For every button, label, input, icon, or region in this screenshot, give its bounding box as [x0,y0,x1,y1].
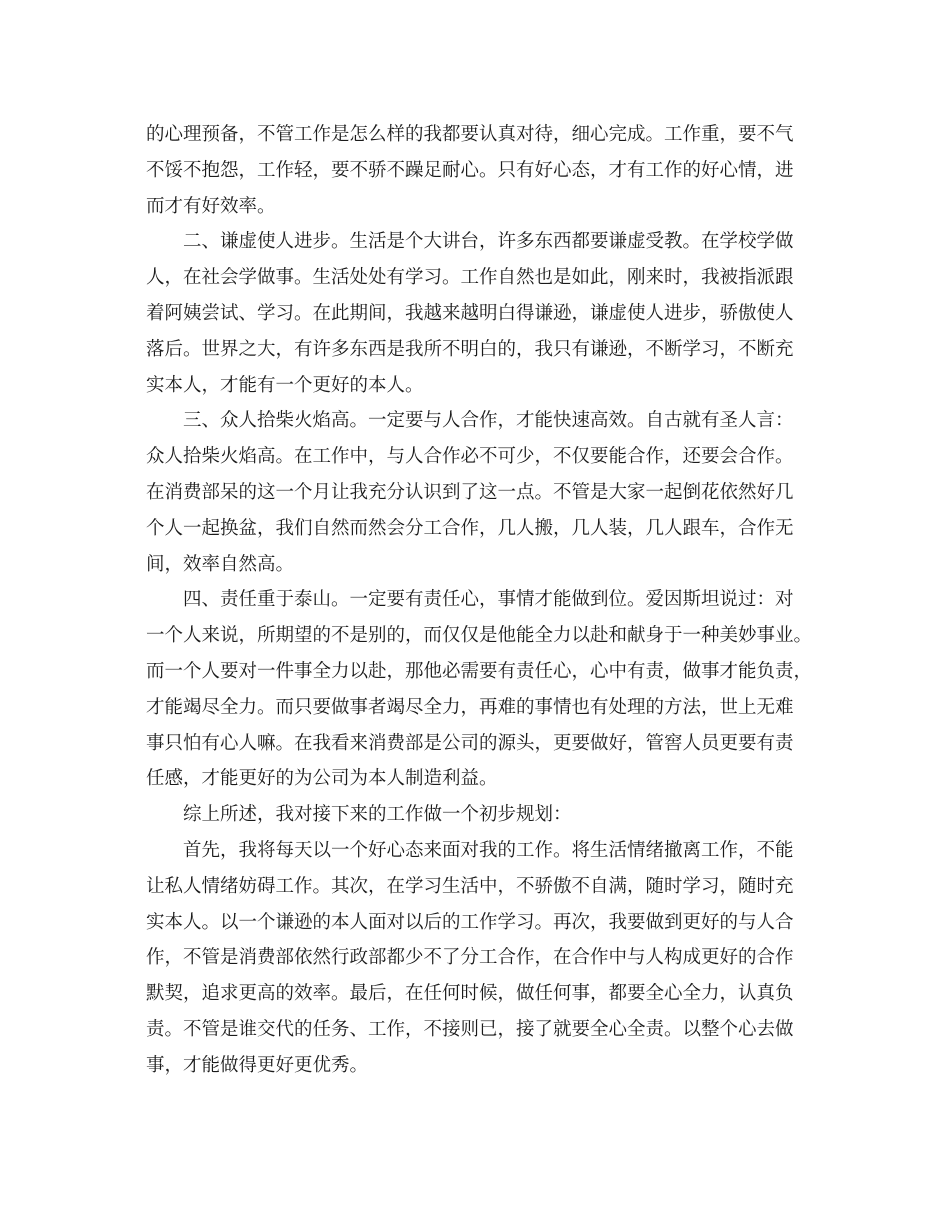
text-line: 的心理预备，不管工作是怎么样的我都要认真对待，细心完成。工作重，要不气 [146,124,794,145]
text-line: 落后。世界之大，有许多东西是我所不明白的，我只有谦逊，不断学习，不断充 [146,338,794,360]
text-line: 一个人来说，所期望的不是别的，而仅仅是他能全力以赴和献身于一种美妙事业。 [146,625,813,647]
text-line: 事，才能做得更好更优秀。 [146,1054,369,1076]
text-line: 默契，追求更高的效率。最后，在任何时候，做任何事，都要全心全力，认真负 [146,983,794,1005]
text-line: 在消费部呆的这一个月让我充分认识到了这一点。不管是大家一起倒花依然好几 [146,481,794,503]
text-line: 个人一起换盆，我们自然而然会分工合作，几人搬，几人装，几人跟车，合作无 [146,517,794,539]
text-line: 而一个人要对一件事全力以赴，那他必需要有责任心，心中有责，做事才能负责， [146,660,813,682]
text-line: 众人拾柴火焰高。在工作中，与人合作必不可少，不仅要能合作，还要会合作。 [146,446,794,468]
document-body [146,117,813,1084]
text-line: 人，在社会学做事。生活处处有学习。工作自然也是如此，刚来时，我被指派跟 [146,267,794,289]
text-line: 实本人。以一个谦逊的本人面对以后的工作学习。再次，我要做到更好的与人合 [146,911,794,933]
text-line: 间，效率自然高。 [146,553,295,575]
text-line: 任感，才能更好的为公司为本人制造利益。 [146,768,498,790]
text-line: 着阿姨尝试、学习。在此期间，我越来越明白得谦逊，谦虚使人进步，骄傲使人 [146,302,794,324]
text-line: 事只怕有心人嘛。在我看来消费部是公司的源头，更要做好，管窖人员更要有责 [146,732,794,754]
text-line: 责。不管是谁交代的任务、工作，不接则已，接了就要全心全责。以整个心去做 [146,1018,794,1040]
paragraph-heading-line: 三、众人拾柴火焰高。一定要与人合作，才能快速高效。自古就有圣人言： [183,410,794,432]
text-line: 作，不管是消费部依然行政部都少不了分工合作，在合作中与人构成更好的合作 [146,947,794,969]
paragraph-heading-line: 二、谦虚使人进步。生活是个大讲台，许多东西都要谦虚受教。在学校学做 [183,231,794,253]
paragraph-heading-line: 首先，我将每天以一个好心态来面对我的工作。将生活情绪撤离工作，不能 [183,839,794,861]
text-line: 而才有好效率。 [146,195,276,217]
text-line: 实本人，才能有一个更好的本人。 [146,374,424,396]
paragraph-heading-line: 综上所述，我对接下来的工作做一个初步规划： [183,804,572,826]
text-line: 才能竭尽全力。而只要做事者竭尽全力，再难的事情也有处理的方法，世上无难 [146,696,794,718]
text-line: 不馁不抱怨，工作轻，要不骄不躁足耐心。只有好心态，才有工作的好心情，进 [146,159,794,181]
paragraph-heading-line: 四、责任重于泰山。一定要有责任心，事情才能做到位。爱因斯坦说过：对 [183,589,794,611]
text-line: 让私人情绪妨碍工作。其次，在学习生活中，不骄傲不自满，随时学习，随时充 [146,875,794,897]
